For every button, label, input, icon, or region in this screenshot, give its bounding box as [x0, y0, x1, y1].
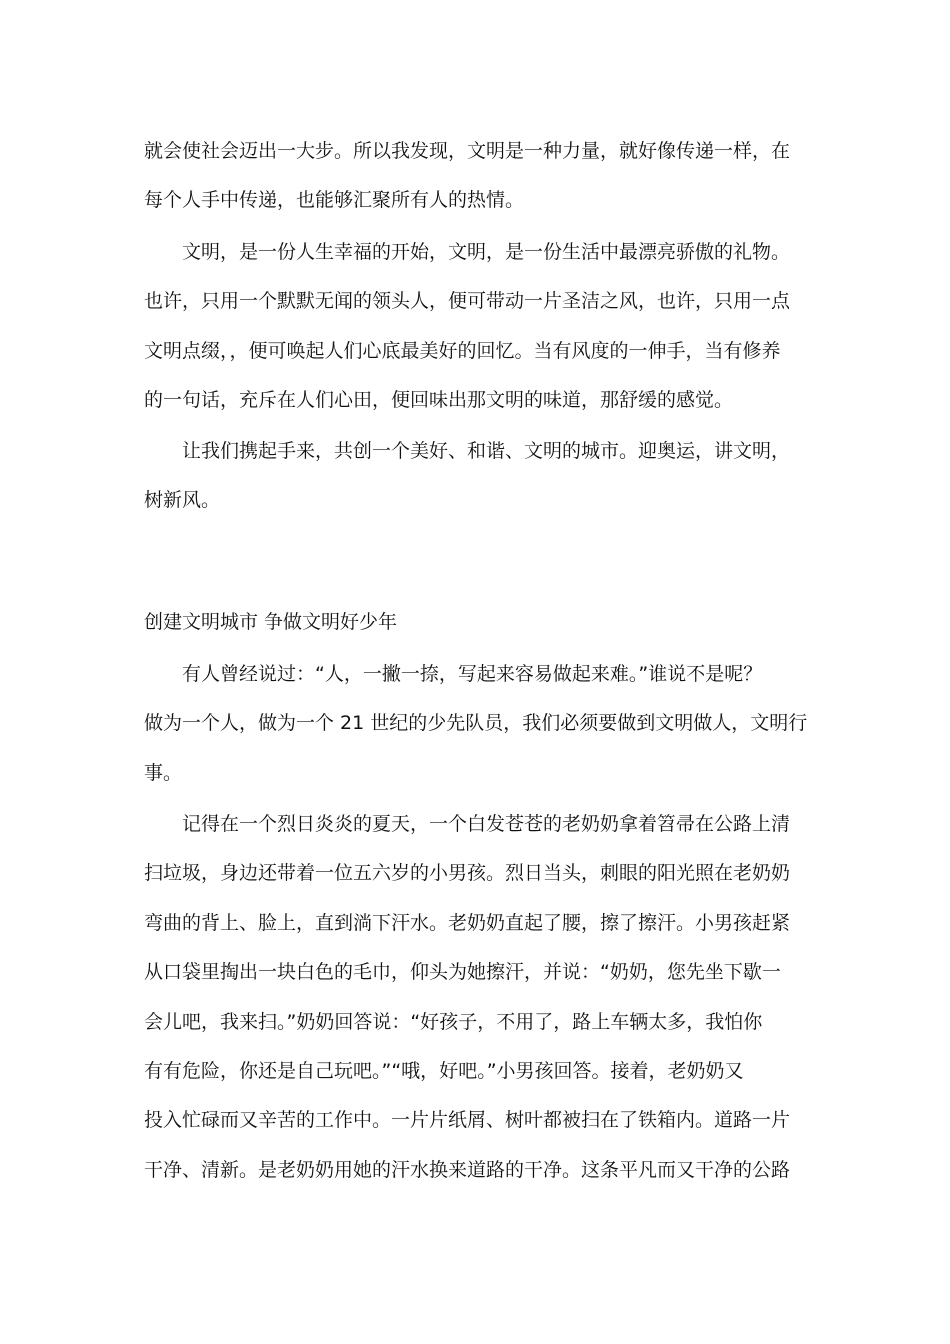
paragraph-line: 干净、清新。是老奶奶用她的汗水换来道路的干净。这条平凡而又干净的公路 — [144, 1159, 791, 1181]
paragraph-line: 文明，是一份人生幸福的开始，文明，是一份生活中最漂亮骄傲的礼物。 — [182, 241, 791, 263]
section-title: 创建文明城市 争做文明好少年 — [144, 611, 398, 633]
paragraph-line: 也许，只用一个默默无闻的领头人，便可带动一片圣洁之风，也许，只用一点 — [144, 290, 791, 312]
paragraph-line: 文明点缀，，便可唤起人们心底最美好的回忆。当有风度的一伸手，当有修养 — [144, 340, 781, 362]
paragraph-line: 每个人手中传递，也能够汇聚所有人的热情。 — [144, 189, 525, 211]
paragraph-line: 事。 — [144, 762, 183, 784]
paragraph-line: 投入忙碌而又辛苦的工作中。一片片纸屑、树叶都被扫在了铁箱内。道路一片 — [144, 1109, 791, 1131]
paragraph-line: 让我们携起手来，共创一个美好、和谐、文明的城市。迎奥运，讲文明， — [182, 440, 791, 462]
paragraph-line: 会儿吧，我来扫。”奶奶回答说：“好孩子，不用了，路上车辆太多，我怕你 — [144, 1011, 763, 1033]
paragraph-line: 有有危险，你还是自己玩吧。”“哦，好吧。”小男孩回答。接着，老奶奶又 — [144, 1060, 744, 1082]
paragraph-line: 就会使社会迈出一大步。所以我发现，文明是一种力量，就好像传递一样，在 — [144, 140, 791, 162]
paragraph-line: 的一句话，充斥在人们心田，便回味出那文明的味道，那舒缓的感觉。 — [144, 389, 734, 411]
paragraph-line: 从口袋里掏出一块白色的毛巾，仰头为她擦汗，并说：“奶奶，您先坐下歇一 — [144, 961, 781, 983]
paragraph-line: 弯曲的背上、脸上，直到淌下汗水。老奶奶直起了腰，擦了擦汗。小男孩赶紧 — [144, 912, 791, 934]
paragraph-line: 记得在一个烈日炎炎的夏天，一个白发苍苍的老奶奶拿着笤帚在公路上清 — [182, 813, 791, 835]
paragraph-line: 有人曾经说过：“人，一撇一捺，写起来容易做起来难。”谁说不是呢？ — [182, 663, 763, 685]
paragraph-line: 做为一个人，做为一个 21 世纪的少先队员，我们必须要做到文明做人，文明行 — [144, 712, 808, 734]
paragraph-line: 扫垃圾，身边还带着一位五六岁的小男孩。烈日当头，刺眼的阳光照在老奶奶 — [144, 862, 791, 884]
paragraph-line: 树新风。 — [144, 489, 221, 511]
